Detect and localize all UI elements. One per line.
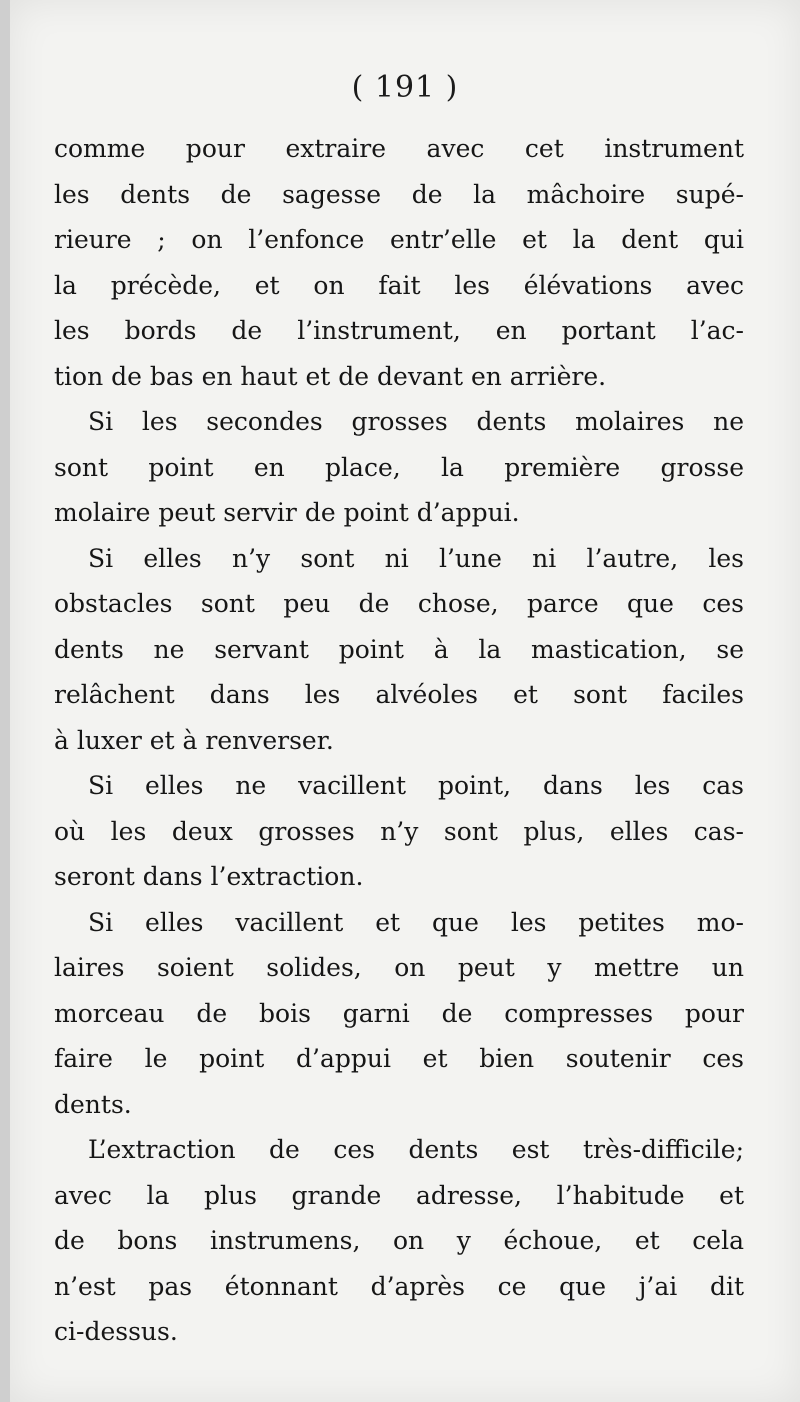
text-line: comme pour extraire avec cet instrument [54, 134, 744, 163]
text-line: Si elles n’y sont ni l’une ni l’autre, les [88, 543, 744, 573]
text-line: obstacles sont peu de chose, parce que ces [54, 589, 744, 618]
body-text [54, 126, 744, 1355]
page-number: ( 191 ) [351, 70, 459, 105]
text-line: de bons instrumens, on y échoue, et cela [54, 1226, 744, 1255]
text-line: ci-dessus. [54, 1317, 178, 1346]
text-line: rieure ; on l’enfonce entr’elle et la dent qui [54, 225, 744, 254]
text-line: dents. [54, 1089, 132, 1119]
text-line: seront dans l’extraction. [54, 862, 364, 891]
text-line: sont point en place, la première grosse [54, 452, 744, 482]
text-line: tion de bas en haut et de devant en arrière. [54, 361, 607, 391]
text-line: molaire peut servir de point d’appui. [54, 498, 520, 527]
text-line: laires soient solides, on peut y mettre un [54, 953, 744, 982]
text-line: les bords de l’instrument, en portant l’ac- [54, 316, 744, 345]
text-line: L’extraction de ces dents est très-difficile; [88, 1135, 744, 1164]
text-line: la précède, et on fait les élévations avec [54, 270, 744, 300]
page-gutter [0, 0, 10, 1402]
text-line: Si elles vacillent et que les petites mo- [88, 907, 744, 937]
text-line: Si elles ne vacillent point, dans les cas [88, 771, 744, 800]
text-line: les dents de sagesse de la mâchoire supé- [54, 179, 744, 209]
text-line: morceau de bois garni de compresses pour [54, 998, 744, 1028]
text-line: n’est pas étonnant d’après ce que j’ai dit [54, 1271, 744, 1301]
text-line: faire le point d’appui et bien soutenir ces [54, 1044, 744, 1073]
text-line: Si les secondes grosses dents molaires ne [88, 407, 744, 436]
book-page [10, 0, 800, 1402]
text-line: avec la plus grande adresse, l’habitude et [54, 1180, 744, 1210]
text-line: relâchent dans les alvéoles et sont faciles [54, 680, 744, 709]
text-line: où les deux grosses n’y sont plus, elles cas- [54, 816, 744, 846]
text-line: dents ne servant point à la mastication, se [54, 634, 744, 664]
text-line: à luxer et à renverser. [54, 725, 334, 755]
